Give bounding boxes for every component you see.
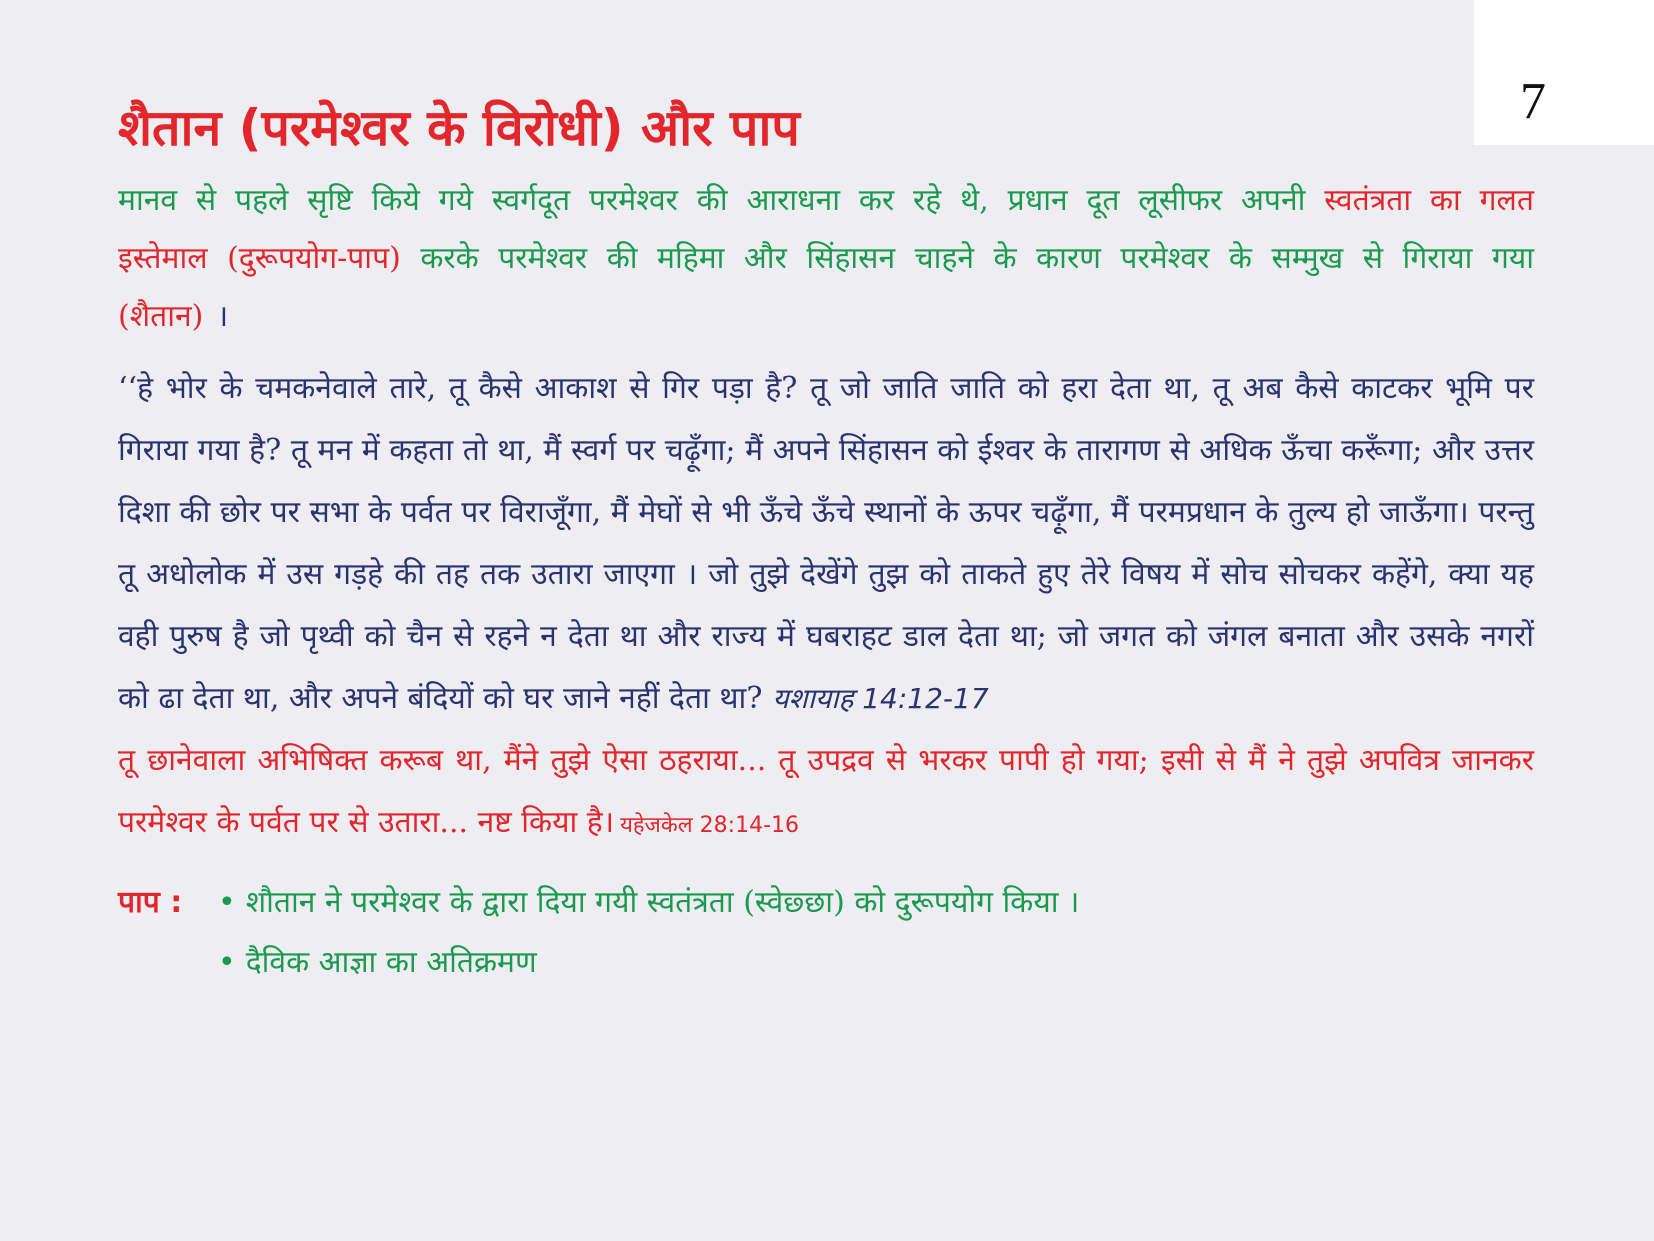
intro-text-3: करके परमेश्वर की महिमा और सिंहासन चाहने के कारण परमेश्वर के सम्मुख से गिराया गया: [400, 241, 1535, 276]
sin-label-spacer: [118, 933, 218, 993]
bullet-icon: •: [218, 885, 236, 920]
sin-label: पाप :: [118, 885, 183, 920]
intro-text-1: मानव से पहले सृष्टि किये गये स्वर्गदूत परमेश्वर की आराधना कर रहे थे, प्रधान दूत लूसीफर अपनी: [118, 183, 1325, 218]
sin-point-2: दैविक आज्ञा का अतिक्रमण: [245, 945, 537, 980]
page-number-box: [1474, 0, 1654, 145]
ezekiel-quote: [118, 730, 1534, 857]
isaiah-reference: यशायाह 14:12-17: [772, 682, 989, 715]
content: [118, 172, 1534, 993]
intro-text-end: ।: [203, 299, 229, 334]
ezekiel-reference: यहेजकेल 28:14-16: [620, 813, 800, 838]
intro-text-satan: (शैतान): [118, 299, 204, 334]
bullet-icon: •: [218, 945, 236, 980]
page-number: 7: [1520, 73, 1546, 130]
sin-row-1: [118, 873, 1534, 933]
sin-point-1: शौतान ने परमेश्वर के द्वारा दिया गयी स्वतंत्रता (स्वेछ्छा) को दुरूपयोग किया ।: [245, 885, 1080, 920]
isaiah-quote: [118, 358, 1534, 730]
intro-text-highlight: स्वतंत्रता का गलत इस्तेमाल (दुरूपयोग-पाप): [118, 183, 1534, 276]
ezekiel-text: तू छानेवाला अभिषिक्त करूब था, मैंने तुझे ऐसा ठहराया... तू उपद्रव से भरकर पापी हो गया; इसी से मैं ने तुझे अपवित्र जानकर परमेश्वर के पर्वत पर से उतारा... नष्ट किया है।: [118, 743, 1534, 840]
isaiah-text: ‘‘हे भोर के चमकनेवाले तारे, तू कैसे आकाश से गिर पड़ा है? तू जो जाति जाति को हरा देता था, तू अब कैसे काटकर भूमि पर गिराया गया है? तू मन में कहता तो था, मैं स्वर्ग पर चढ़ूँगा; मैं अपने सिंहासन को ईश्वर के तारागण से अधिक ऊँचा करूँगा; और उत्तर दिशा की छोर पर सभा के पर्वत पर विराजूँगा, मैं मेघों से भी ऊँचे ऊँचे स्थानों के ऊपर चढ़ूँगा, मैं परमप्रधान के तुल्य हो जाऊँगा। परन्तु तू अधोलोक में उस गड़हे की तह तक उतारा जाएगा । जो तुझे देखेंगे तुझ को ताकते हुए तेरे विषय में सोच सोचकर कहेंगे, क्या यह वही पुरुष है जो पृथ्वी को चैन से रहने न देता था और राज्य में घबराहट डाल देता था; जो जगत को जंगल बनाता और उसके नगरों को ढा देता था, और अपने बंदियों को घर जाने नहीं देता था?: [118, 371, 1534, 716]
sin-row-2: [118, 933, 1534, 993]
intro-paragraph: [118, 172, 1534, 346]
page-title: शैतान (परमेश्वर के विरोधी) और पाप: [118, 99, 800, 157]
sin-section: [118, 873, 1534, 993]
